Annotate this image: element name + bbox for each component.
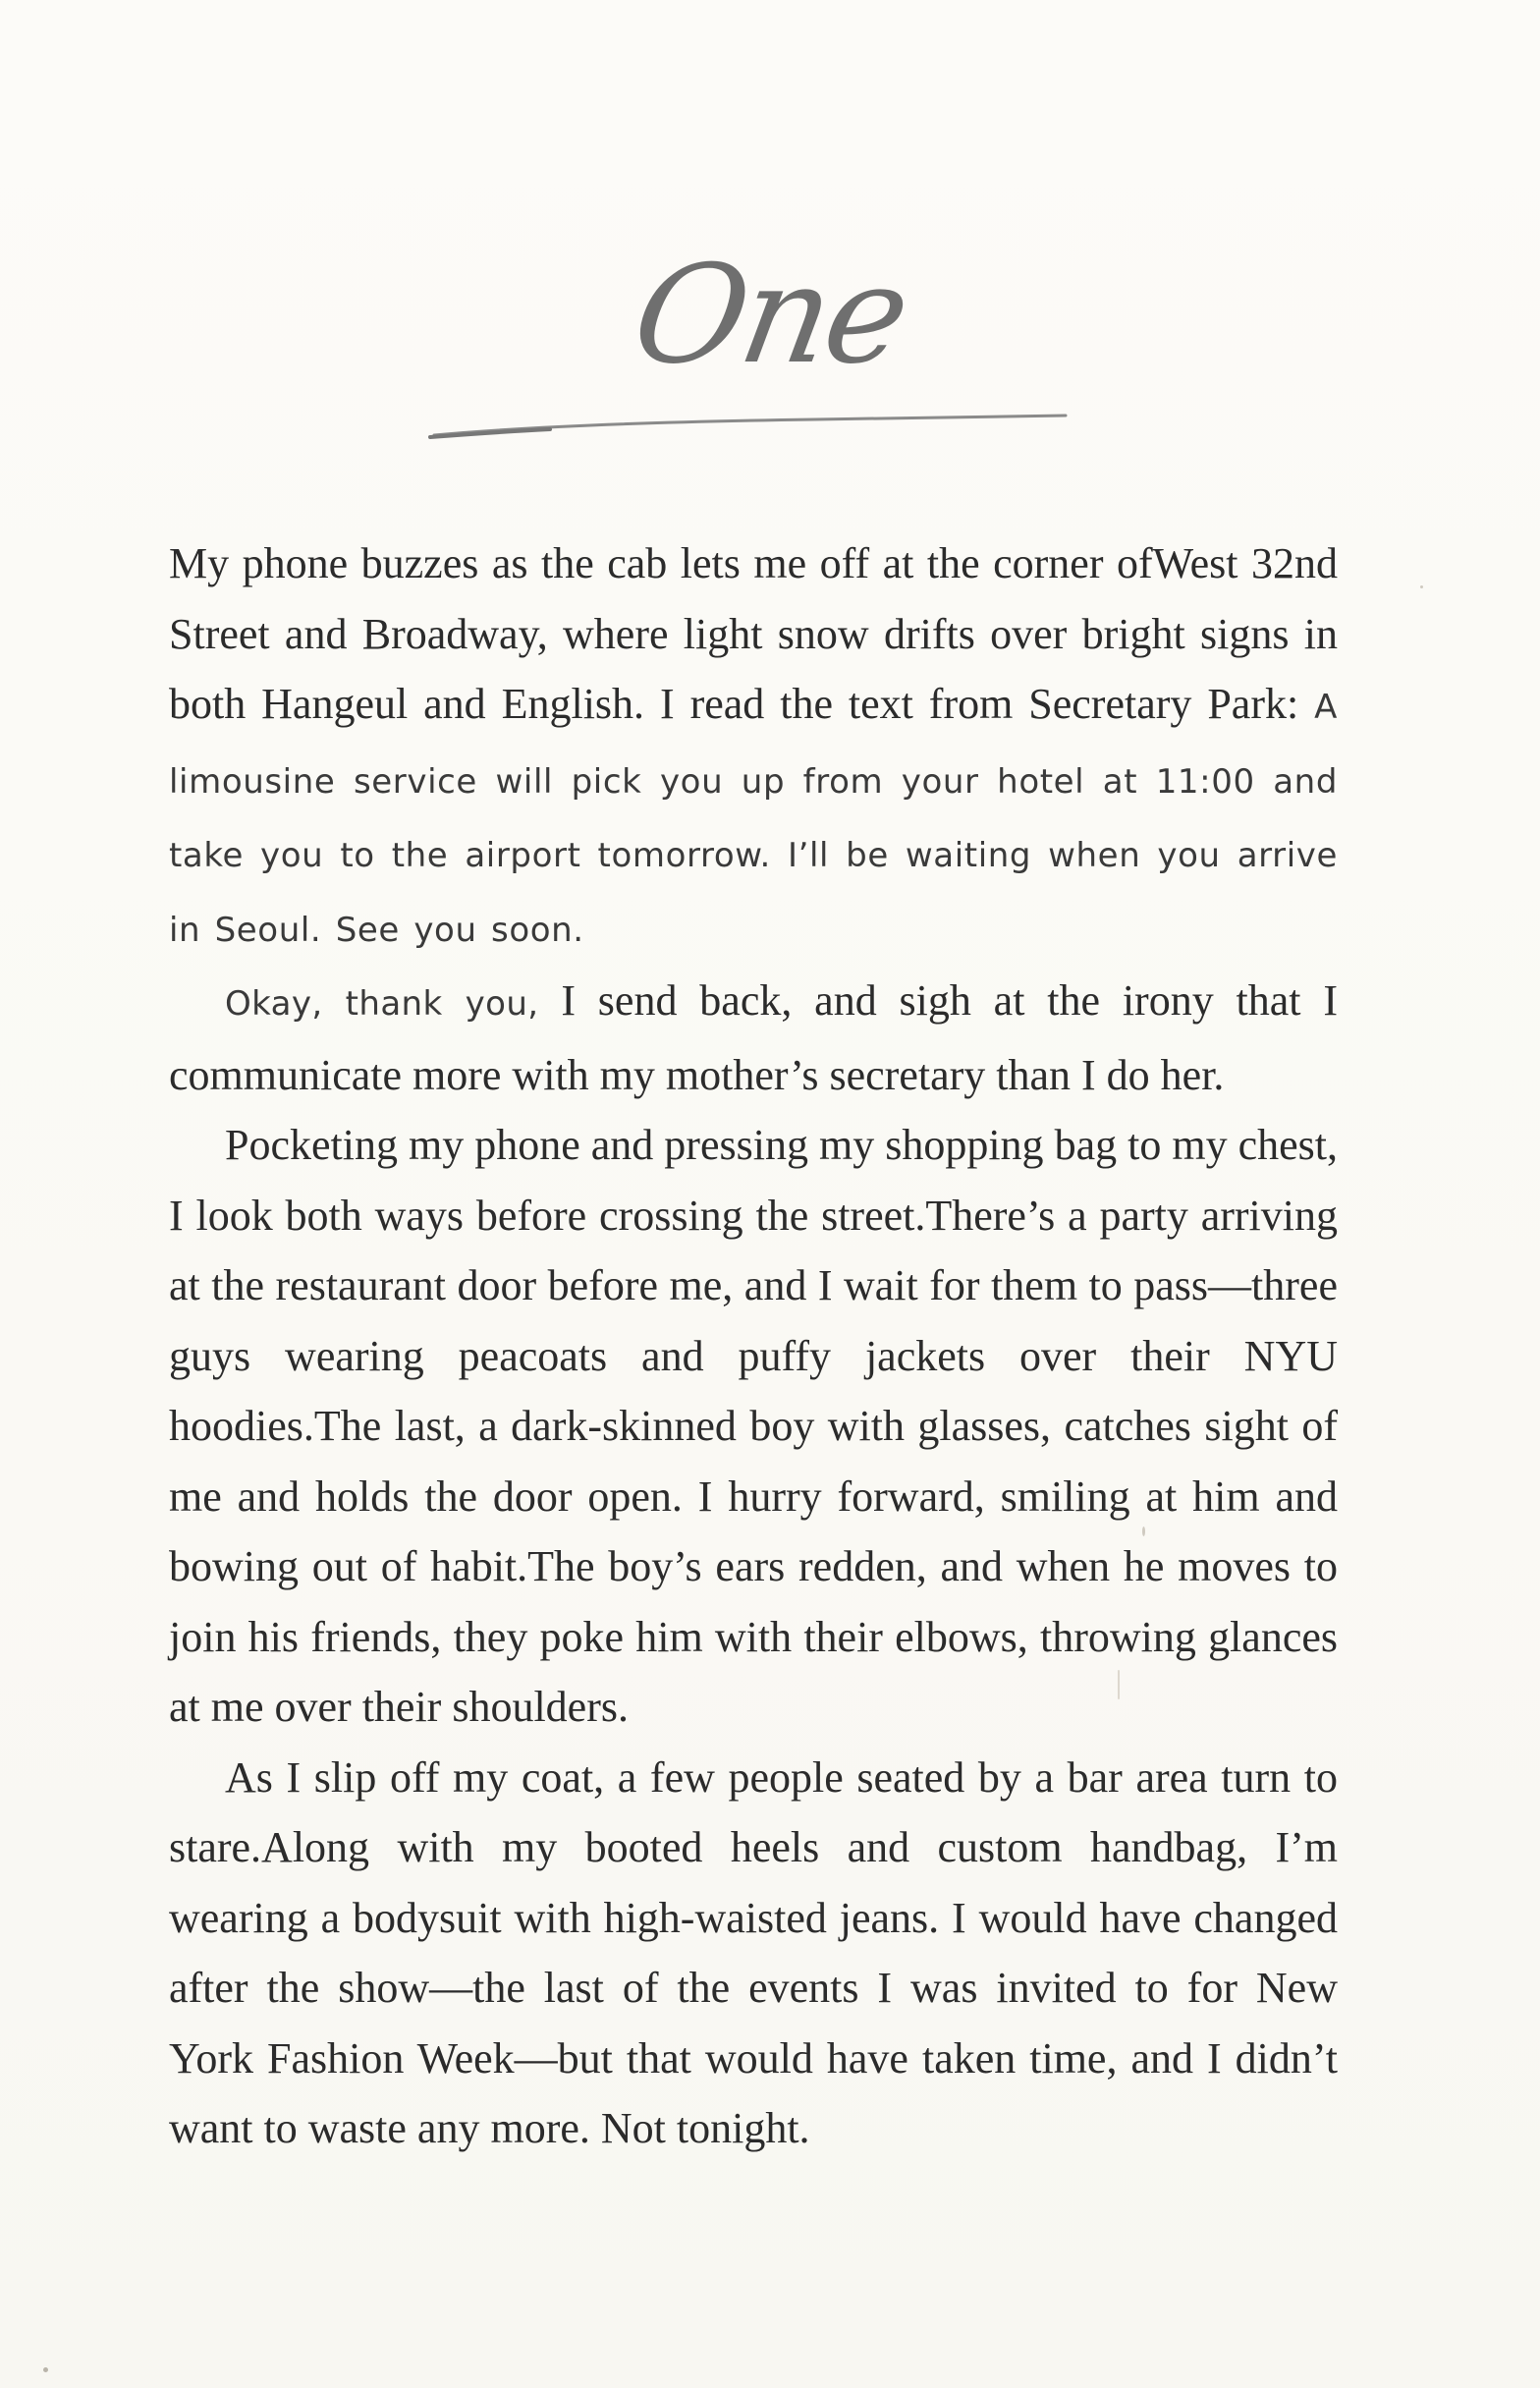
paper-speck: [1142, 1527, 1145, 1536]
paragraph-2-text: I send back, and sigh at the irony that I communicate more with my mother’s secretary than I do her.: [169, 976, 1338, 1099]
chapter-underline-stroke: [422, 408, 1071, 447]
paper-speck: [43, 2367, 48, 2372]
body-text: [169, 528, 1338, 2164]
paragraph-3: Pocketing my phone and pressing my shopping bag to my chest, I look both ways before crossing the street.There’s a party arriving at the restaurant door before me, and I wait for them to pass—three guys wearing peacoats and puffy jackets over their NYU hoodies.The last, a dark-skinned boy with glasses, catches sight of me and holds the door open. I hurry forward, smiling at him and bowing out of habit.The boy’s ears redden, and when he moves to join his friends, they poke him with their elbows, throwing glances at me over their shoulders.: [169, 1121, 1338, 1731]
chapter-title: One: [622, 236, 917, 394]
chapter-heading: [422, 236, 1110, 491]
reply-message-quote: Okay, thank you,: [225, 984, 539, 1024]
paper-speck: [1420, 585, 1423, 588]
paragraph-4: As I slip off my coat, a few people seated by a bar area turn to stare.Along with my booted heels and custom handbag, I’m wearing a bodysuit with high-waisted jeans. I would have changed after the show—the last of the events I was invited to for New York Fashion Week—but that would have taken time, and I didn’t want to waste any more. Not tonight.: [169, 1752, 1338, 2152]
paragraph-1: [169, 528, 1338, 966]
paragraph-1-text: My phone buzzes as the cab lets me off at the corner ofWest 32nd Street and Broadway, where light snow drifts over bright signs in both Hangeul and English. I read the text from Secretary Park:: [169, 539, 1338, 728]
text-message-quote: A limousine service will pick you up from your hotel at 11:00 and take you to the airport tomorrow. I’ll be waiting when you arrive in Seoul. See you soon.: [169, 688, 1338, 950]
paper-speck: [1118, 1670, 1120, 1699]
paragraph-2: [169, 966, 1338, 1110]
